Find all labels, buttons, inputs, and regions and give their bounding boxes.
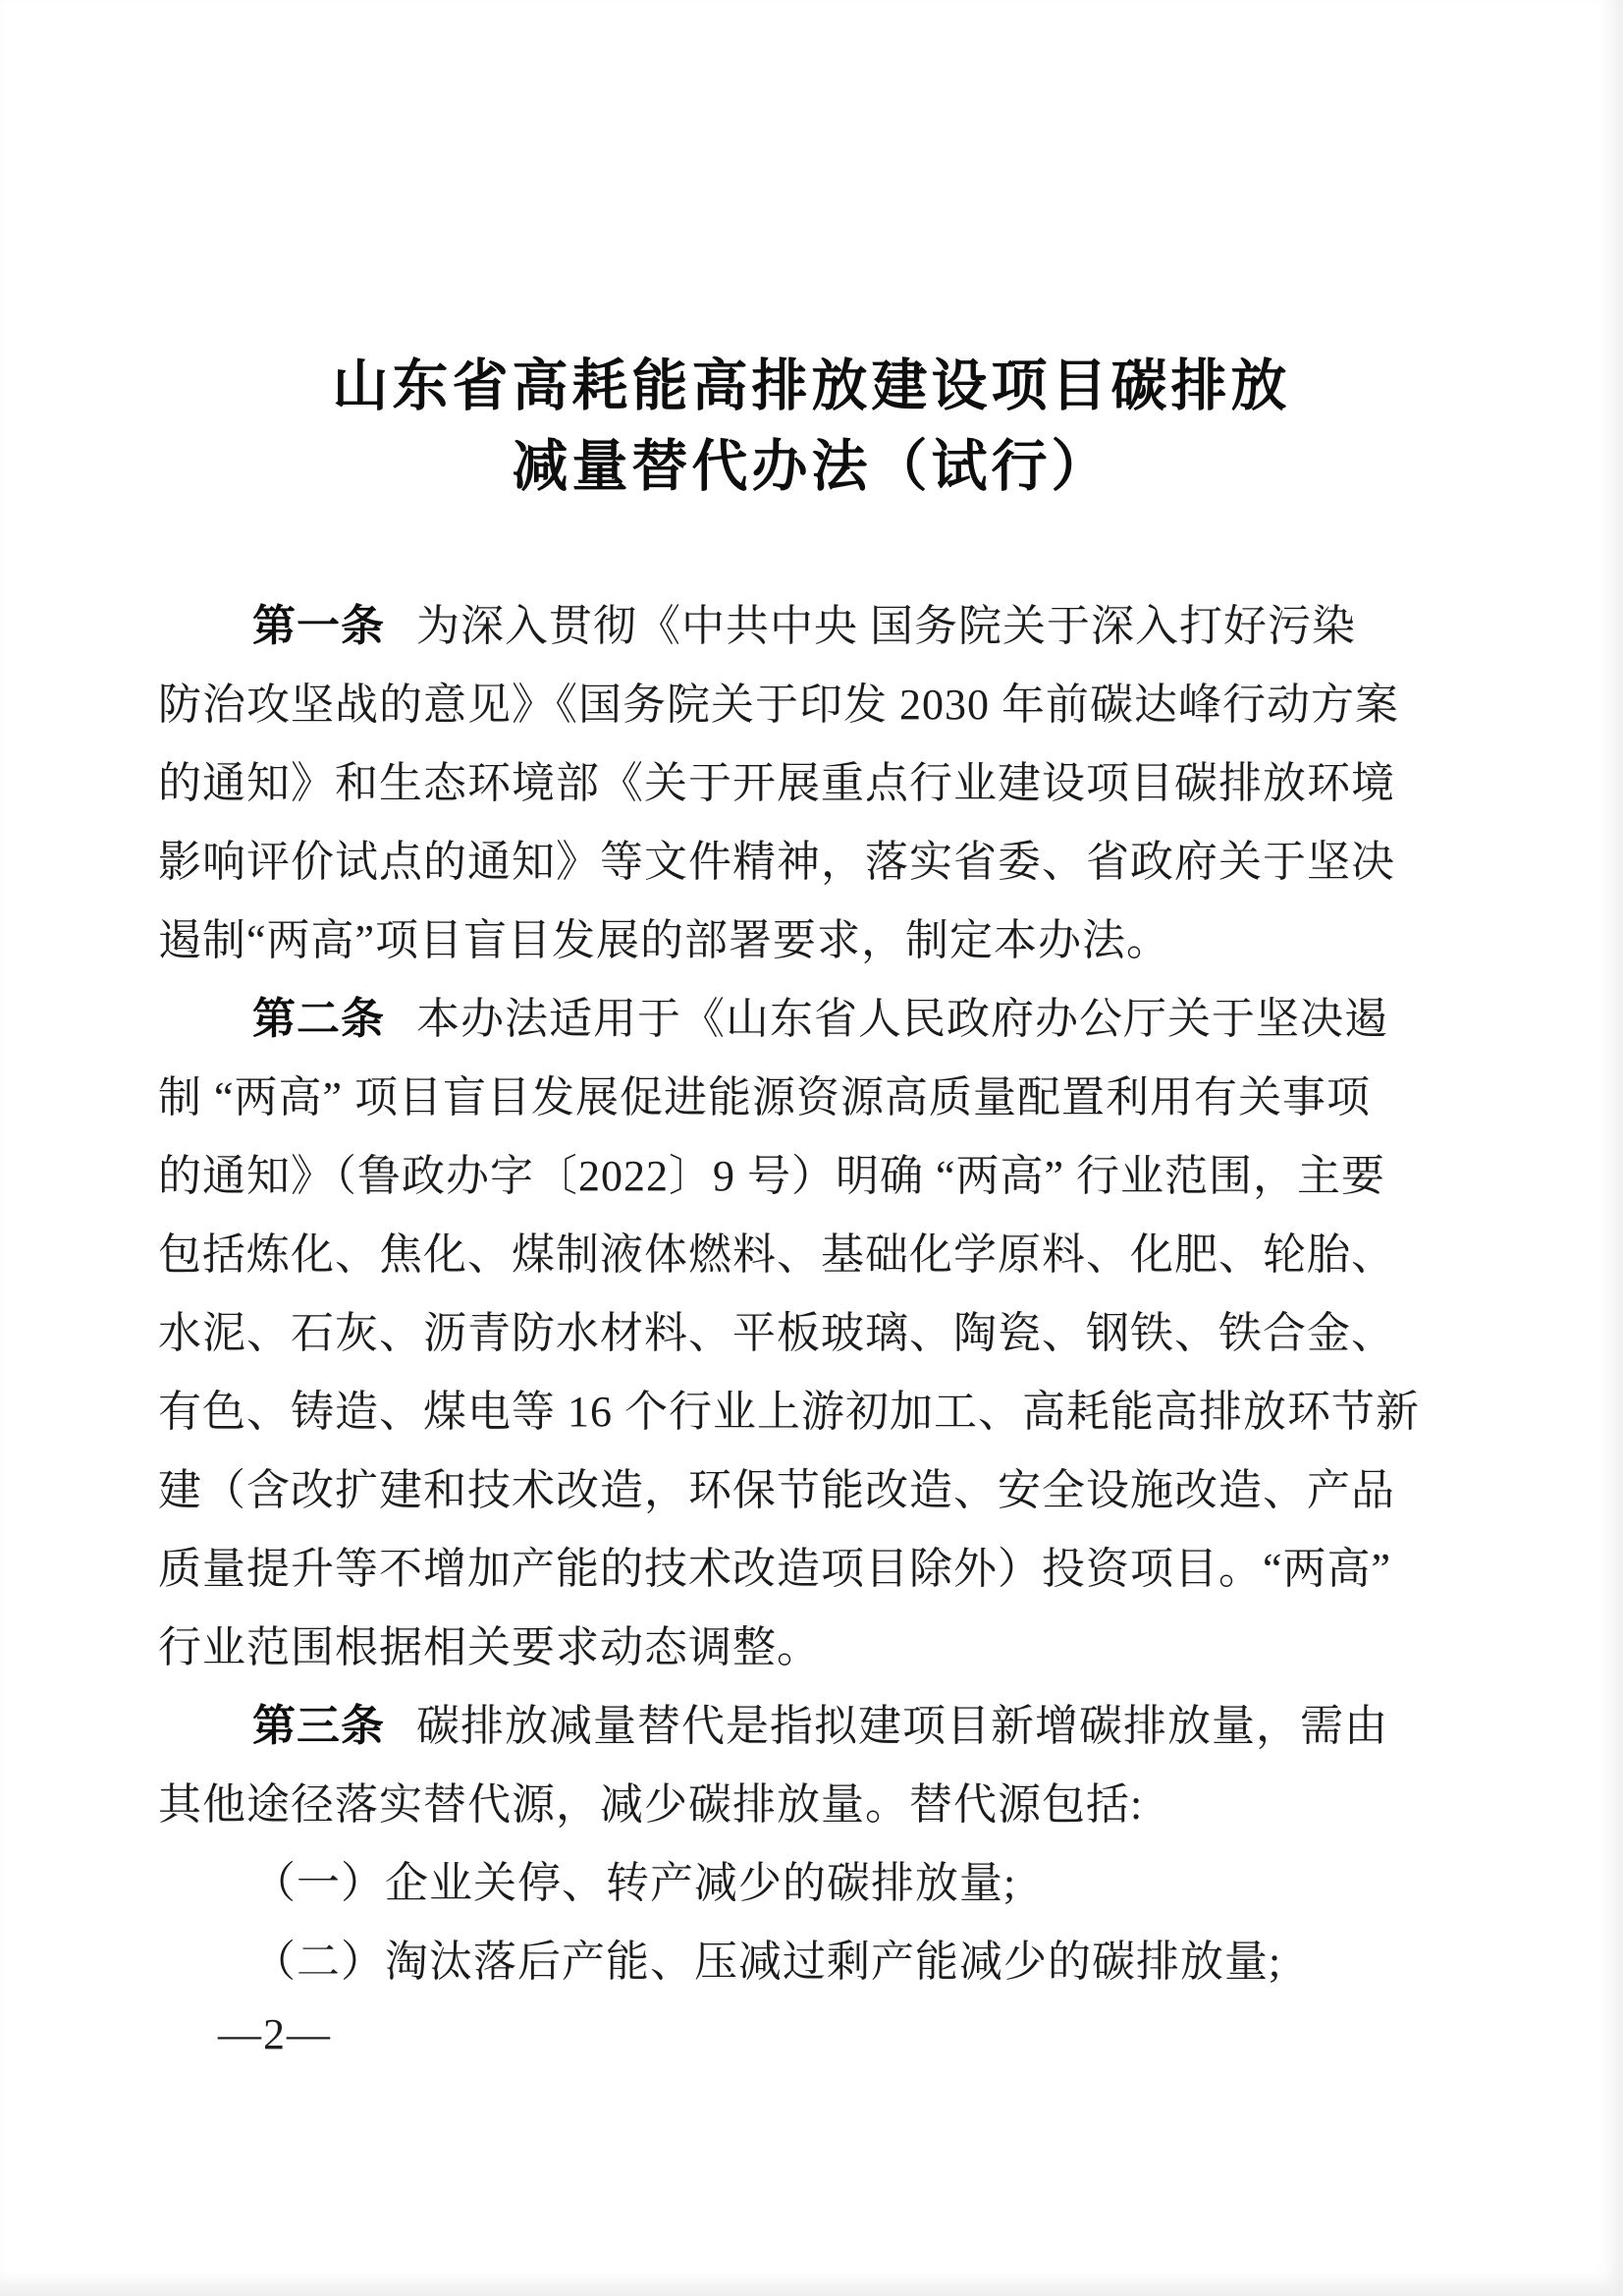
body-line-text: 水泥、石灰、沥青防水材料、平板玻璃、陶瓷、钢铁、铁合金、 — [158, 1309, 1395, 1357]
body-line-text: 建（含改扩建和技术改造，环保节能改造、安全设施改造、产品 — [158, 1466, 1395, 1514]
body-line-text: 的通知》（鲁政办字〔2022〕9 号）明确 “两高” 行业范围，主要 — [158, 1152, 1386, 1200]
page-number: —2— — [218, 2010, 332, 2058]
body-line-text: 其他途径落实替代源，减少碳排放量。替代源包括: — [158, 1780, 1144, 1829]
document-title-line2: 减量替代办法（试行） — [512, 435, 1111, 498]
body-line — [158, 1530, 1466, 1609]
body-line-text: 防治攻坚战的意见》《国务院关于印发 2030 年前碳达峰行动方案 — [158, 681, 1399, 729]
body-line — [158, 1766, 1466, 1844]
article2-label: 第二条 — [252, 995, 385, 1043]
body-line-text: 的通知》和生态环境部《关于开展重点行业建设项目碳排放环境 — [158, 759, 1395, 807]
body-line — [158, 1059, 1466, 1137]
body-line — [158, 1451, 1466, 1530]
body-line-item1 — [158, 1844, 1466, 1923]
body-line-text: 有色、铸造、煤电等 16 个行业上游初加工、高耗能高排放环节新 — [158, 1388, 1420, 1436]
article1-label: 第一条 — [252, 602, 385, 650]
body-line — [158, 1294, 1466, 1373]
body-line — [158, 744, 1466, 823]
body-line-text: 遏制“两高”项目盲目发展的部署要求，制定本办法。 — [158, 916, 1171, 964]
body-line-text: 碳排放减量替代是指拟建项目新增碳排放量，需由 — [416, 1702, 1388, 1750]
body-line — [158, 666, 1466, 744]
body-line — [158, 902, 1466, 980]
body-line — [158, 1609, 1466, 1687]
body-line — [158, 1137, 1466, 1216]
body-line-article2 — [158, 980, 1466, 1059]
document-title — [0, 346, 1623, 507]
body-line-text: 影响评价试点的通知》等文件精神，落实省委、省政府关于坚决 — [158, 838, 1395, 886]
body-line-text: 行业范围根据相关要求动态调整。 — [158, 1623, 821, 1671]
body-line-text: 本办法适用于《山东省人民政府办公厅关于坚决遏 — [416, 995, 1388, 1043]
body-line-text: （一）企业关停、转产减少的碳排放量; — [252, 1859, 1017, 1907]
body-line-text: 为深入贯彻《中共中央 国务院关于深入打好污染 — [416, 602, 1356, 650]
document-body — [158, 587, 1466, 2001]
body-line — [158, 1373, 1466, 1451]
body-line — [158, 1216, 1466, 1294]
body-line — [158, 823, 1466, 902]
document-title-line1: 山东省高耗能高排放建设项目碳排放 — [332, 355, 1291, 417]
article3-label: 第三条 — [252, 1702, 385, 1750]
body-line-article1 — [158, 587, 1466, 666]
body-line-text: （二）淘汰落后产能、压减过剩产能减少的碳排放量; — [252, 1938, 1282, 1986]
body-line-text: 包括炼化、焦化、煤制液体燃料、基础化学原料、化肥、轮胎、 — [158, 1230, 1395, 1279]
body-line-item2 — [158, 1923, 1466, 2001]
body-line-article3 — [158, 1687, 1466, 1766]
body-line-text: 质量提升等不增加产能的技术改造项目除外）投资项目。“两高” — [158, 1545, 1392, 1593]
body-line-text: 制 “两高” 项目盲目发展促进能源资源高质量配置利用有关事项 — [158, 1073, 1372, 1121]
